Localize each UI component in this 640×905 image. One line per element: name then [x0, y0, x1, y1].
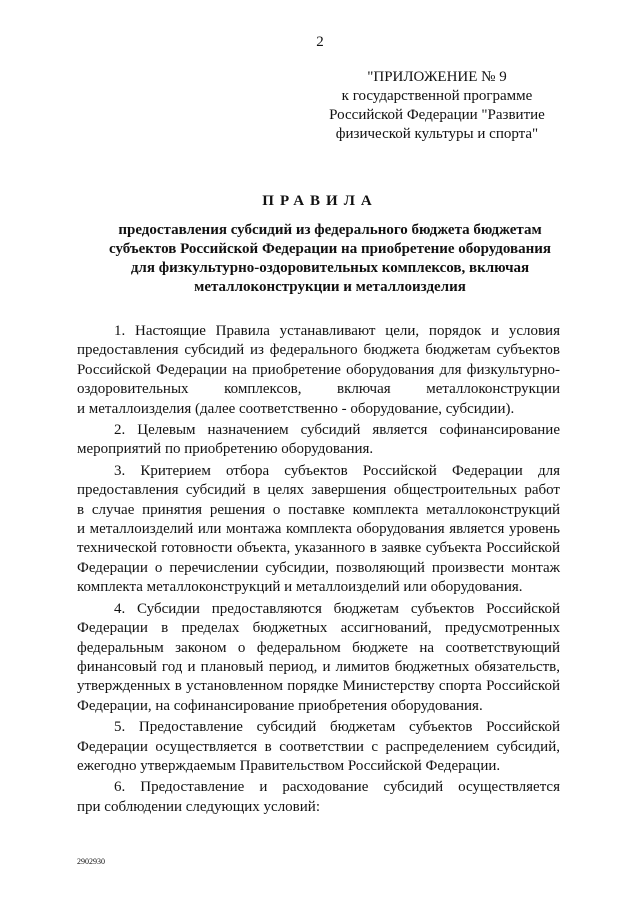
- body-text: [77, 322, 560, 819]
- text-line: 5. Предоставление субсидий бюджетам субъектов Российской: [114, 719, 560, 736]
- subtitle-line: субъектов Российской Федерации на приобретение оборудования: [108, 241, 552, 257]
- document-title: ПРАВИЛА: [262, 193, 378, 209]
- text-line: 2. Целевым назначением субсидий является софинансирование: [114, 422, 560, 439]
- text-line: 1. Настоящие Правила устанавливают цели, порядок и условия: [114, 323, 560, 339]
- appendix-line: к государственной программе: [341, 88, 533, 104]
- paragraph-6: [77, 778, 560, 817]
- paragraph-3: [77, 462, 560, 598]
- page-number: 2: [316, 34, 324, 50]
- text-line: 3. Критерием отбора субъектов Российской Федерации для: [114, 462, 560, 479]
- text-line: предоставления субсидий в целях завершения общестроительных работ: [77, 482, 560, 499]
- text-line: федеральным законом о федеральном бюджете на соответствующий: [77, 639, 560, 656]
- text-line: Федерации в пределах бюджетных ассигнований, предусмотренных: [77, 620, 560, 637]
- text-line: в случае принятия решения о поставке комплекта металлоконструкций: [77, 501, 560, 518]
- text-line: Федерации о перечислении субсидии, позволяющий произвести монтаж: [77, 559, 560, 576]
- text-line: финансовый год и плановый период, и лимитов бюджетных обязательств,: [77, 658, 560, 675]
- paragraph-5: [77, 718, 560, 776]
- text-line: Федерации, на софинансирование приобретения оборудования.: [77, 697, 483, 714]
- text-line: предоставления субсидий из федерального бюджета бюджетам субъектов: [77, 342, 560, 359]
- text-line: и металлоизделия (далее соответственно - оборудование, субсидии).: [77, 400, 515, 417]
- text-line: при соблюдении следующих условий:: [77, 798, 320, 815]
- paragraph-2: [77, 421, 560, 460]
- text-line: 4. Субсидии предоставляются бюджетам субъектов Российской: [114, 600, 560, 617]
- document-code: 2902930: [77, 857, 105, 866]
- appendix-line: "ПРИЛОЖЕНИЕ № 9: [367, 69, 507, 85]
- text-line: технической готовности объекта, указанного в заявке субъекта Российской: [77, 540, 560, 557]
- text-line: ежегодно утверждаемым Правительством Российской Федерации.: [77, 757, 501, 774]
- text-line: мероприятий по приобретению оборудования.: [77, 441, 374, 458]
- paragraph-1: [77, 322, 560, 419]
- document-subtitle: [60, 221, 600, 297]
- subtitle-line: для физкультурно-оздоровительных комплексов, включая: [130, 260, 530, 276]
- text-line: 6. Предоставление и расходование субсидий осуществляется: [114, 779, 560, 796]
- text-line: оздоровительных комплексов, включая металлоконструкции: [77, 381, 560, 398]
- appendix-header: [322, 68, 552, 144]
- text-line: Российской Федерации на приобретение оборудования для физкультурно-: [77, 361, 560, 378]
- paragraph-4: [77, 600, 560, 716]
- appendix-line: Российской Федерации "Развитие: [329, 107, 545, 123]
- subtitle-line: предоставления субсидий из федерального бюджета бюджетам: [118, 222, 542, 238]
- text-line: утвержденных в установленном порядке Министерству спорта Российской: [77, 678, 560, 695]
- text-line: Федерации осуществляется в соответствии с распределением субсидий,: [77, 738, 560, 755]
- text-line: и металлоизделий или монтажа комплекта оборудования является уровень: [77, 521, 560, 538]
- text-line: комплекта металлоконструкций и металлоизделий или оборудования.: [77, 579, 523, 596]
- subtitle-line: металлоконструкции и металлоизделия: [194, 279, 466, 295]
- appendix-line: физической культуры и спорта": [335, 126, 539, 142]
